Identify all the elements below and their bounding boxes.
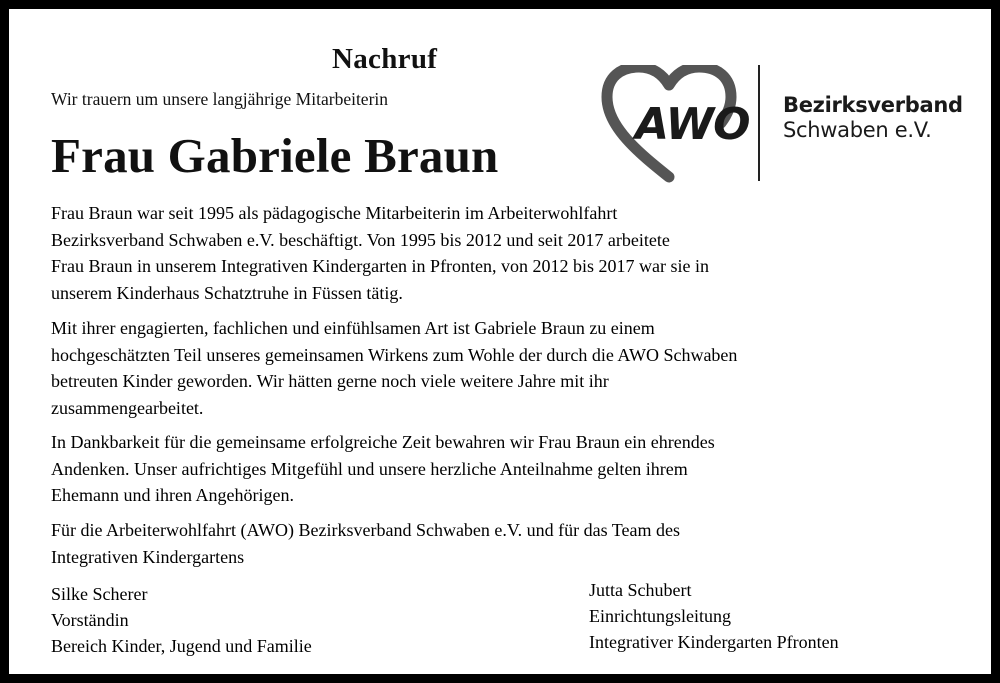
paragraph-condolence: In Dankbarkeit für die gemeinsame erfolgreiche Zeit bewahren wir Frau Braun ein ehrendes Andenken. Unser aufrichtiges Mitgefühl und unsere herzliche Anteilnahme gelten ihrem Ehemann und ihren Angehörigen. bbox=[51, 432, 715, 505]
signatory-right bbox=[589, 577, 839, 655]
notice-subheading: Wir trauern um unsere langjährige Mitarbeiterin bbox=[51, 89, 389, 109]
paragraph-tribute: Mit ihrer engagierten, fachlichen und einfühlsamen Art ist Gabriele Braun zu einem hochgeschätzten Teil unseres gemeinsamen Wirkens zum Wohle der durch die AWO Schwaben betreuten Kinder geworden. Wir hätten gerne noch viele weitere Jahre mit ihr zusammengearbeitet. bbox=[51, 318, 738, 418]
paragraph-employment: Frau Braun war seit 1995 als pädagogische Mitarbeiterin im Arbeiterwohlfahrt Bezirksverband Schwaben e.V. beschäftigt. Von 1995 bis 2012 und seit 2017 arbeitete Frau Braun in unserem Integrativen Kindergarten in Pfronten, von 2012 bis 2017 war sie in unserem Kinderhaus Schatztruhe in Füssen tätig. bbox=[51, 203, 710, 303]
signatory-left-role: Vorständin bbox=[51, 610, 129, 630]
awo-wordmark: AWO bbox=[635, 99, 750, 150]
signatory-left-department: Bereich Kinder, Jugend und Familie bbox=[51, 636, 312, 656]
signatory-right-department: Integrativer Kindergarten Pfronten bbox=[589, 632, 839, 652]
logo-divider bbox=[758, 65, 760, 181]
signatory-right-name: Jutta Schubert bbox=[589, 580, 692, 600]
signatory-left-name: Silke Scherer bbox=[51, 584, 148, 604]
notice-heading: Nachruf bbox=[332, 43, 438, 75]
signatory-left bbox=[51, 581, 312, 659]
signatory-right-role: Einrichtungsleitung bbox=[589, 606, 731, 626]
paragraph-on-behalf: Für die Arbeiterwohlfahrt (AWO) Bezirksverband Schwaben e.V. und für das Team des Integrativen Kindergartens bbox=[51, 520, 680, 567]
deceased-name: Frau Gabriele Braun bbox=[51, 128, 499, 183]
org-name-line1: Bezirksverband bbox=[783, 93, 963, 117]
org-name-line2: Schwaben e.V. bbox=[783, 118, 932, 142]
